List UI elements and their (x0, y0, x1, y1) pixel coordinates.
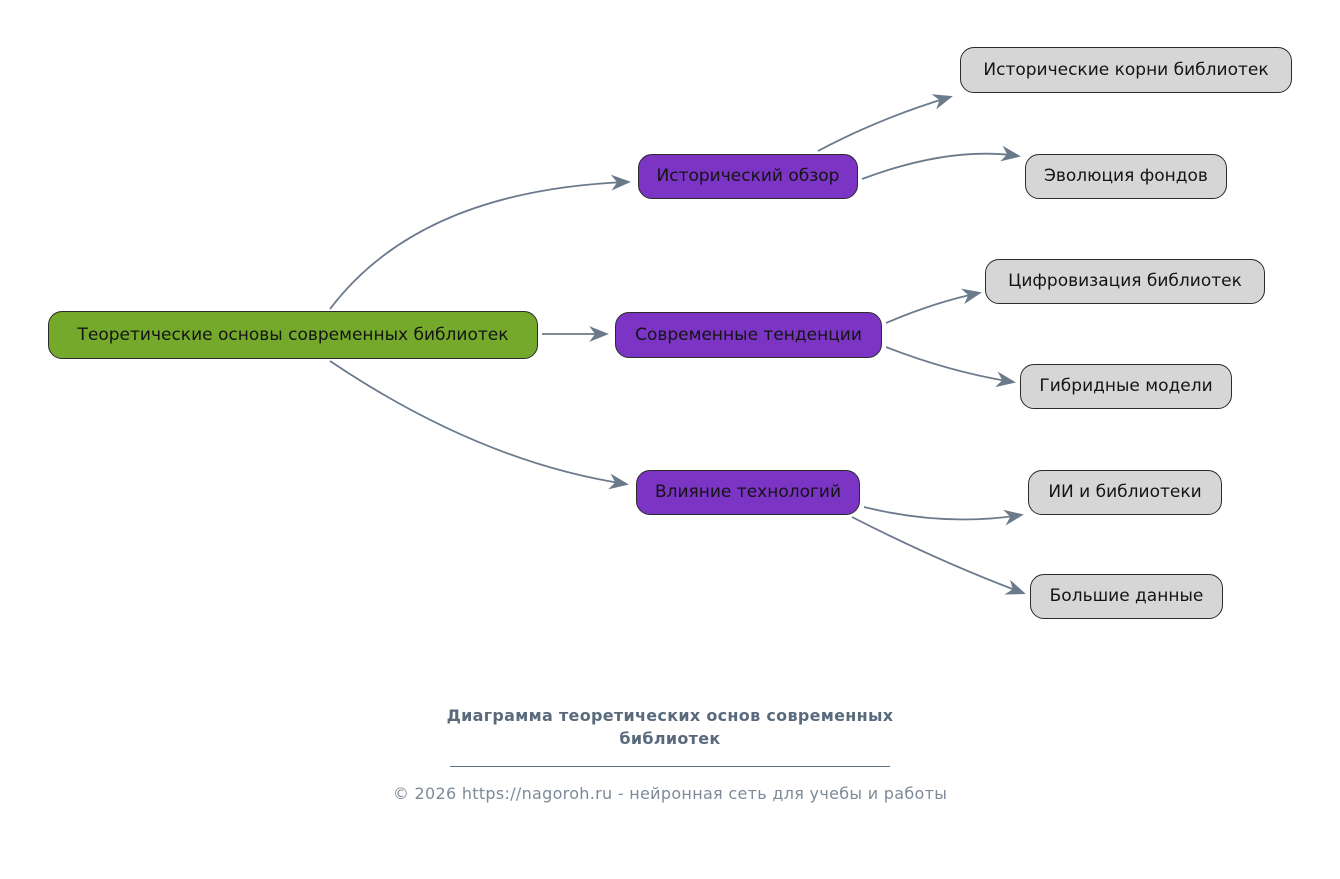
edge-modern-to-hybrid (886, 347, 1013, 382)
node-leaf-collections-evolution: Эволюция фондов (1025, 154, 1227, 199)
node-leaf-big-data: Большие данные (1030, 574, 1223, 619)
node-leaf-ai-and-libraries: ИИ и библиотеки (1028, 470, 1222, 515)
edge-technology-to-bigdata (852, 517, 1023, 593)
node-leaf-hybrid-models: Гибридные модели (1020, 364, 1232, 409)
node-branch-historical-overview: Исторический обзор (638, 154, 858, 199)
node-leaf-library-digitalization: Цифровизация библиотек (985, 259, 1265, 304)
edge-modern-to-digitalization (886, 293, 979, 323)
footer-divider (450, 766, 890, 767)
edge-technology-to-ai (864, 507, 1021, 520)
copyright-watermark: © 2026 https://nagoroh.ru - нейронная сеть для учебы и работы (392, 784, 948, 804)
edge-root-to-historical (330, 182, 628, 309)
edge-root-to-technology (330, 361, 626, 484)
edge-historical-to-evolution (862, 154, 1018, 179)
edge-historical-to-roots (818, 97, 950, 151)
diagram-caption: Диаграмма теоретических основ современных библиотек (446, 706, 894, 749)
node-branch-modern-trends: Современные тенденции (615, 312, 882, 358)
node-leaf-historical-roots: Исторические корни библиотек (960, 47, 1292, 93)
footer (0, 704, 1340, 803)
node-branch-technology-impact: Влияние технологий (636, 470, 860, 515)
node-root-theoretical-foundations: Теоретические основы современных библиотек (48, 311, 538, 359)
